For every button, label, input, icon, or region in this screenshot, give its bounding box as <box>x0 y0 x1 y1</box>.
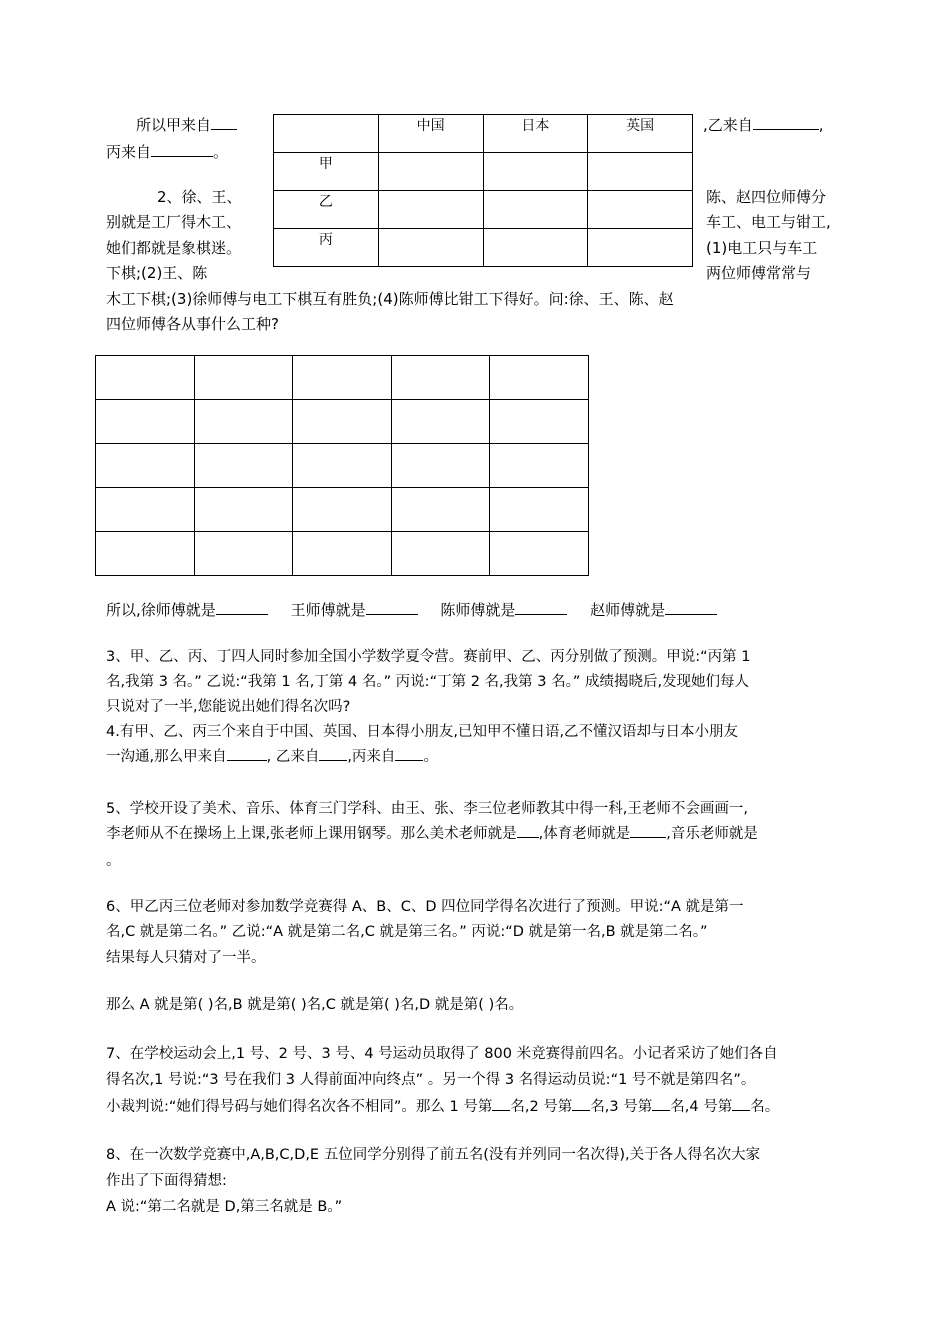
q6-line-3: 结果每人只猜对了一半。 <box>106 950 266 966</box>
q5-line-3: 。 <box>106 853 121 869</box>
blank <box>515 600 567 615</box>
q1-right-line: ,乙来自 , <box>703 116 824 134</box>
q1-left-line1: 所以甲来自 <box>136 114 237 136</box>
q6-line-2: 名,C 就是第二名。” 乙说:“A 就是第二名,C 就是第三名。” 丙说:“D 就是第一名,B 就是第二名。” <box>106 924 708 940</box>
q3-line-2: 名,我第 3 名。” 乙说:“我第 1 名,丁第 4 名。” 丙说:“丁第 2 名,我第 3 名。” 成绩揭晓后,发现她们每人 <box>106 674 750 690</box>
blank <box>665 600 717 615</box>
q2-left-2: 别就是工厂得木工、 <box>106 213 242 231</box>
q2-right-4: 两位师傅常常与 <box>706 264 812 282</box>
table-header-cell <box>274 115 379 153</box>
blank <box>517 823 539 838</box>
q2-left-4: 下棋;(2)王、陈 <box>106 264 208 282</box>
blank <box>652 1096 670 1111</box>
q7-line-2: 得名次,1 号说:“3 号在我们 3 人得前面冲向终点” 。另一个得 3 名得运动员说:“1 号不就是第四名”。 <box>106 1072 756 1088</box>
table-row-label: 乙 <box>274 191 379 229</box>
q5-line-2: 李老师从不在操场上上课,张老师上课用钢琴。那么美术老师就是 ,体育老师就是 ,音乐老师就是 <box>106 823 758 845</box>
table-row-label: 甲 <box>274 153 379 191</box>
blank <box>395 746 423 761</box>
q7-line-1: 7、在学校运动会上,1 号、2 号、3 号、4 号运动员取得了 800 米竞赛得前四名。小记者采访了她们各自 <box>106 1046 778 1062</box>
q4-line-2: 一沟通,那么甲来自 , 乙来自 ,丙来自 。 <box>106 746 438 768</box>
q7-line-3: 小裁判说:“她们得号码与她们得名次各不相同”。那么 1 号第 名,2 号第 名,3 号第 名,4 号第 名。 <box>106 1096 779 1118</box>
table-header-cell: 英国 <box>588 115 693 153</box>
q3-line-1: 3、甲、乙、丙、丁四人同时参加全国小学数学夏令营。赛前甲、乙、丙分别做了预测。甲说:“丙第 1 <box>106 649 751 665</box>
q6-line-1: 6、甲乙丙三位老师对参加数学竞赛得 A、B、C、D 四位同学得名次进行了预测。甲说:“A 就是第一 <box>106 899 744 915</box>
q2-line-5: 木工下棋;(3)徐师傅与电工下棋互有胜负;(4)陈师傅比钳工下得好。问:徐、王、陈、赵 <box>106 290 674 308</box>
q2-line-6: 四位师傅各从事什么工种? <box>106 315 279 333</box>
q1-nationality-table <box>273 114 693 267</box>
q2-answer-line: 所以,徐师傅就是 王师傅就是 陈师傅就是 赵师傅就是 <box>106 599 717 621</box>
table-header-cell: 中国 <box>378 115 483 153</box>
blank <box>366 600 418 615</box>
q8-line-3: A 说:“第二名就是 D,第三名就是 B。” <box>106 1199 343 1215</box>
q2-right-2: 车工、电工与钳工, <box>706 213 831 231</box>
q2-worker-table <box>95 355 589 576</box>
blank <box>630 823 666 838</box>
q2-left-1: 2、徐、王、 <box>157 188 242 206</box>
q2-right-3: (1)电工只与车工 <box>706 239 818 257</box>
blank <box>216 600 268 615</box>
blank <box>572 1096 590 1111</box>
q4-line-1: 4.有甲、乙、丙三个来自于中国、英国、日本得小朋友,已知甲不懂日语,乙不懂汉语却与日本小朋友 <box>106 724 739 740</box>
q2-right-1: 陈、赵四位师傅分 <box>706 188 827 206</box>
blank <box>227 746 267 761</box>
q1-left-line2: 丙来自 。 <box>106 143 229 161</box>
blank <box>319 746 347 761</box>
q8-line-1: 8、在一次数学竞赛中,A,B,C,D,E 五位同学分别得了前五名(没有并列同一名次得),关于各人得名次大家 <box>106 1147 761 1163</box>
blank <box>492 1096 510 1111</box>
table-header-cell: 日本 <box>483 115 588 153</box>
blank <box>753 115 819 130</box>
table-row-label: 丙 <box>274 229 379 267</box>
q6-line-4: 那么 A 就是第( )名,B 就是第( )名,C 就是第( )名,D 就是第( )名。 <box>106 997 524 1013</box>
blank <box>732 1096 750 1111</box>
q8-line-2: 作出了下面得猜想: <box>106 1173 227 1189</box>
q5-line-1: 5、学校开设了美术、音乐、体育三门学科、由王、张、李三位老师教其中得一科,王老师不会画画一, <box>106 801 748 817</box>
q3-line-3: 只说对了一半,您能说出她们得名次吗? <box>106 699 351 715</box>
blank <box>151 142 213 157</box>
q2-left-3: 她们都就是象棋迷。 <box>106 239 242 257</box>
blank <box>211 115 237 130</box>
